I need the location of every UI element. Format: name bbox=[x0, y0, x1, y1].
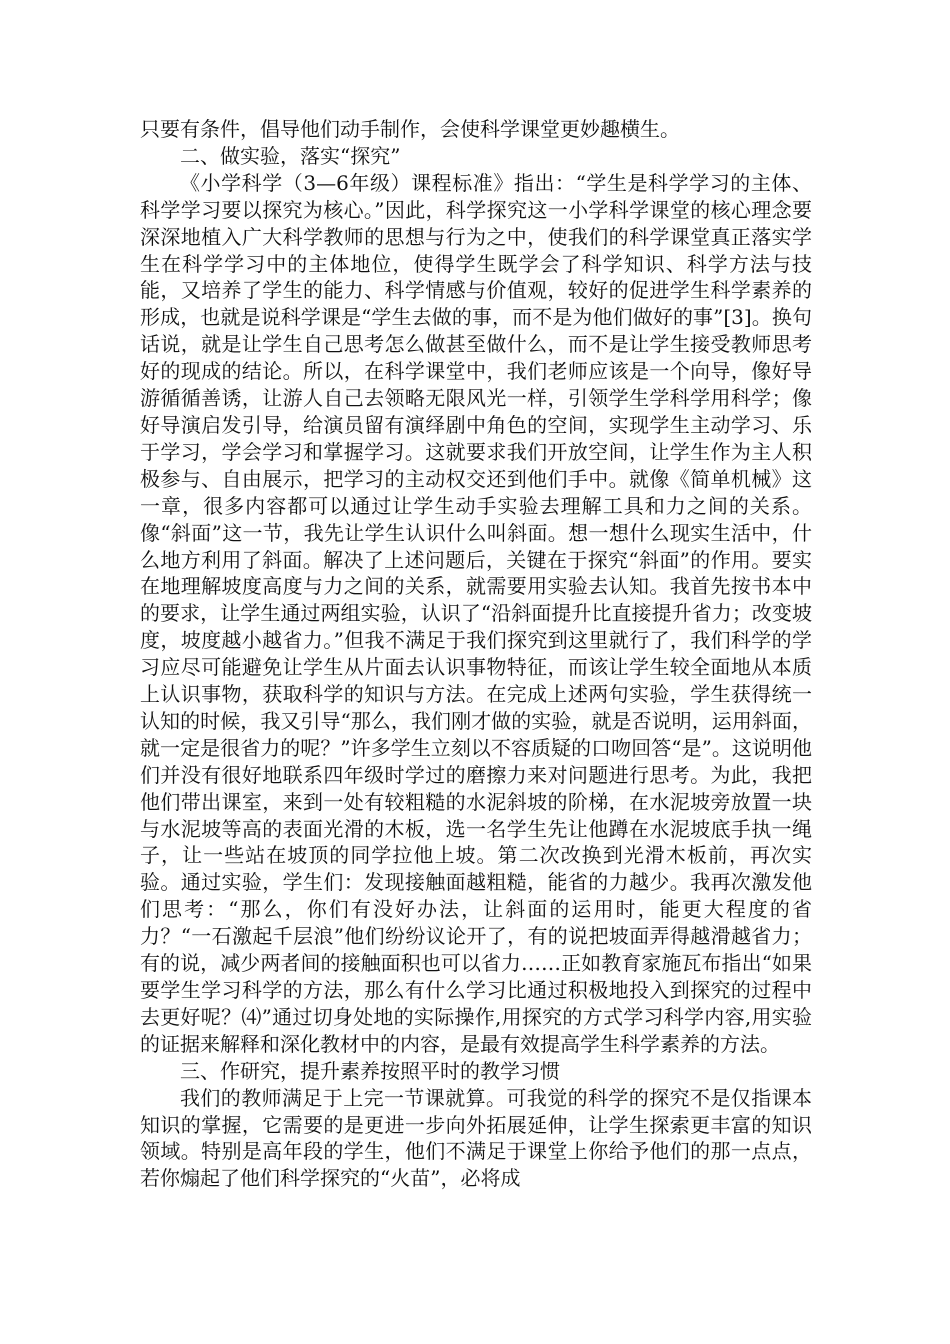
paragraph-section-3: 我们的教师满足于上完一节课就算。可我觉的科学的探究不是仅指课本知识的掌握，它需要的是更进一步向外拓展延伸，让学生探索更丰富的知识领域。特别是高年段的学生，他们不满足于课堂上你给予他们的那一点点，若你煽起了他们科学探究的“火苗”，必将成 bbox=[140, 1085, 812, 1191]
paragraph-section-2: 《小学科学（3—6年级）课程标准》指出：“学生是科学学习的主体、科学学习要以探究为核心。”因此，科学探究这一小学科学课堂的核心理念要深深地植入广大科学教师的思想与行为之中，使我们的科学课堂真正落实学生在科学学习中的主体地位，使得学生既学会了科学知识、科学方法与技能，又培养了学生的能力、科学情感与价值观，较好的促进学生科学素养的形成，也就是说科学课是“学生去做的事，而不是为他们做好的事”[3]。换句话说，就是让学生自己思考怎么做甚至做什么，而不是让学生接受教师思考好的现成的结论。所以，在科学课堂中，我们老师应该是一个向导，像好导游循循善诱，让游人自己去领略无限风光一样，引领学生学科学用科学；像好导演启发引导，给演员留有演绎剧中角色的空间，实现学生主动学习、乐于学习，学会学习和掌握学习。这就要求我们开放空间，让学生作为主人积极参与、自由展示，把学习的主动权交还到他们手中。就像《简单机械》这一章，很多内容都可以通过让学生动手实验去理解工具和力之间的关系。像“斜面”这一节，我先让学生认识什么叫斜面。想一想什么现实生活中，什么地方利用了斜面。解决了上述问题后，关键在于探究“斜面”的作用。要实在地理解坡度高度与力之间的关系，就需要用实验去认知。我首先按书本中的要求，让学生通过两组实验，认识了“沿斜面提升比直接提升省力；改变坡度，坡度越小越省力。”但我不满足于我们探究到这里就行了，我们科学的学习应尽可能避免让学生从片面去认识事物特征，而该让学生较全面地从本质上认识事物，获取科学的知识与方法。在完成上述两句实验，学生获得统一认知的时候，我又引导“那么，我们刚才做的实验，就是否说明，运用斜面，就一定是很省力的呢？”许多学生立刻以不容质疑的口吻回答“是”。这说明他们并没有很好地联系四年级时学过的磨擦力来对问题进行思考。为此，我把他们带出课室，来到一处有较粗糙的水泥斜坡的阶梯，在水泥坡旁放置一块与水泥坡等高的表面光滑的木板，选一名学生先让他蹲在水泥坡底手执一绳子，让一些站在坡顶的同学拉他上坡。第二次改换到光滑木板前，再次实验。通过实验，学生们：发现接触面越粗糙，能省的力越少。我再次激发他们思考：“那么，你们有没好办法，让斜面的运用时，能更大程度的省力？“一石激起千层浪”他们纷纷议论开了，有的说把坡面弄得越滑越省力；有的说，减少两者间的接触面积也可以省力……正如教育家施瓦布指出“如果要学生学习科学的方法，那么有什么学习比通过积极地投入到探究的过程中去更好呢？⑷”通过切身处地的实际操作,用探究的方式学习科学内容,用实验的证据来解释和深化教材中的内容，是最有效提高学生科学素养的方法。 bbox=[140, 170, 812, 1056]
paragraph-continuation: 只要有条件，倡导他们动手制作，会使科学课堂更妙趣横生。 bbox=[140, 117, 680, 141]
document-body bbox=[140, 116, 812, 1192]
section-heading-2: 二、做实验，落实“探究” bbox=[180, 143, 401, 168]
section-heading-3: 三、作研究，提升素养按照平时的教学习惯 bbox=[180, 1058, 560, 1083]
